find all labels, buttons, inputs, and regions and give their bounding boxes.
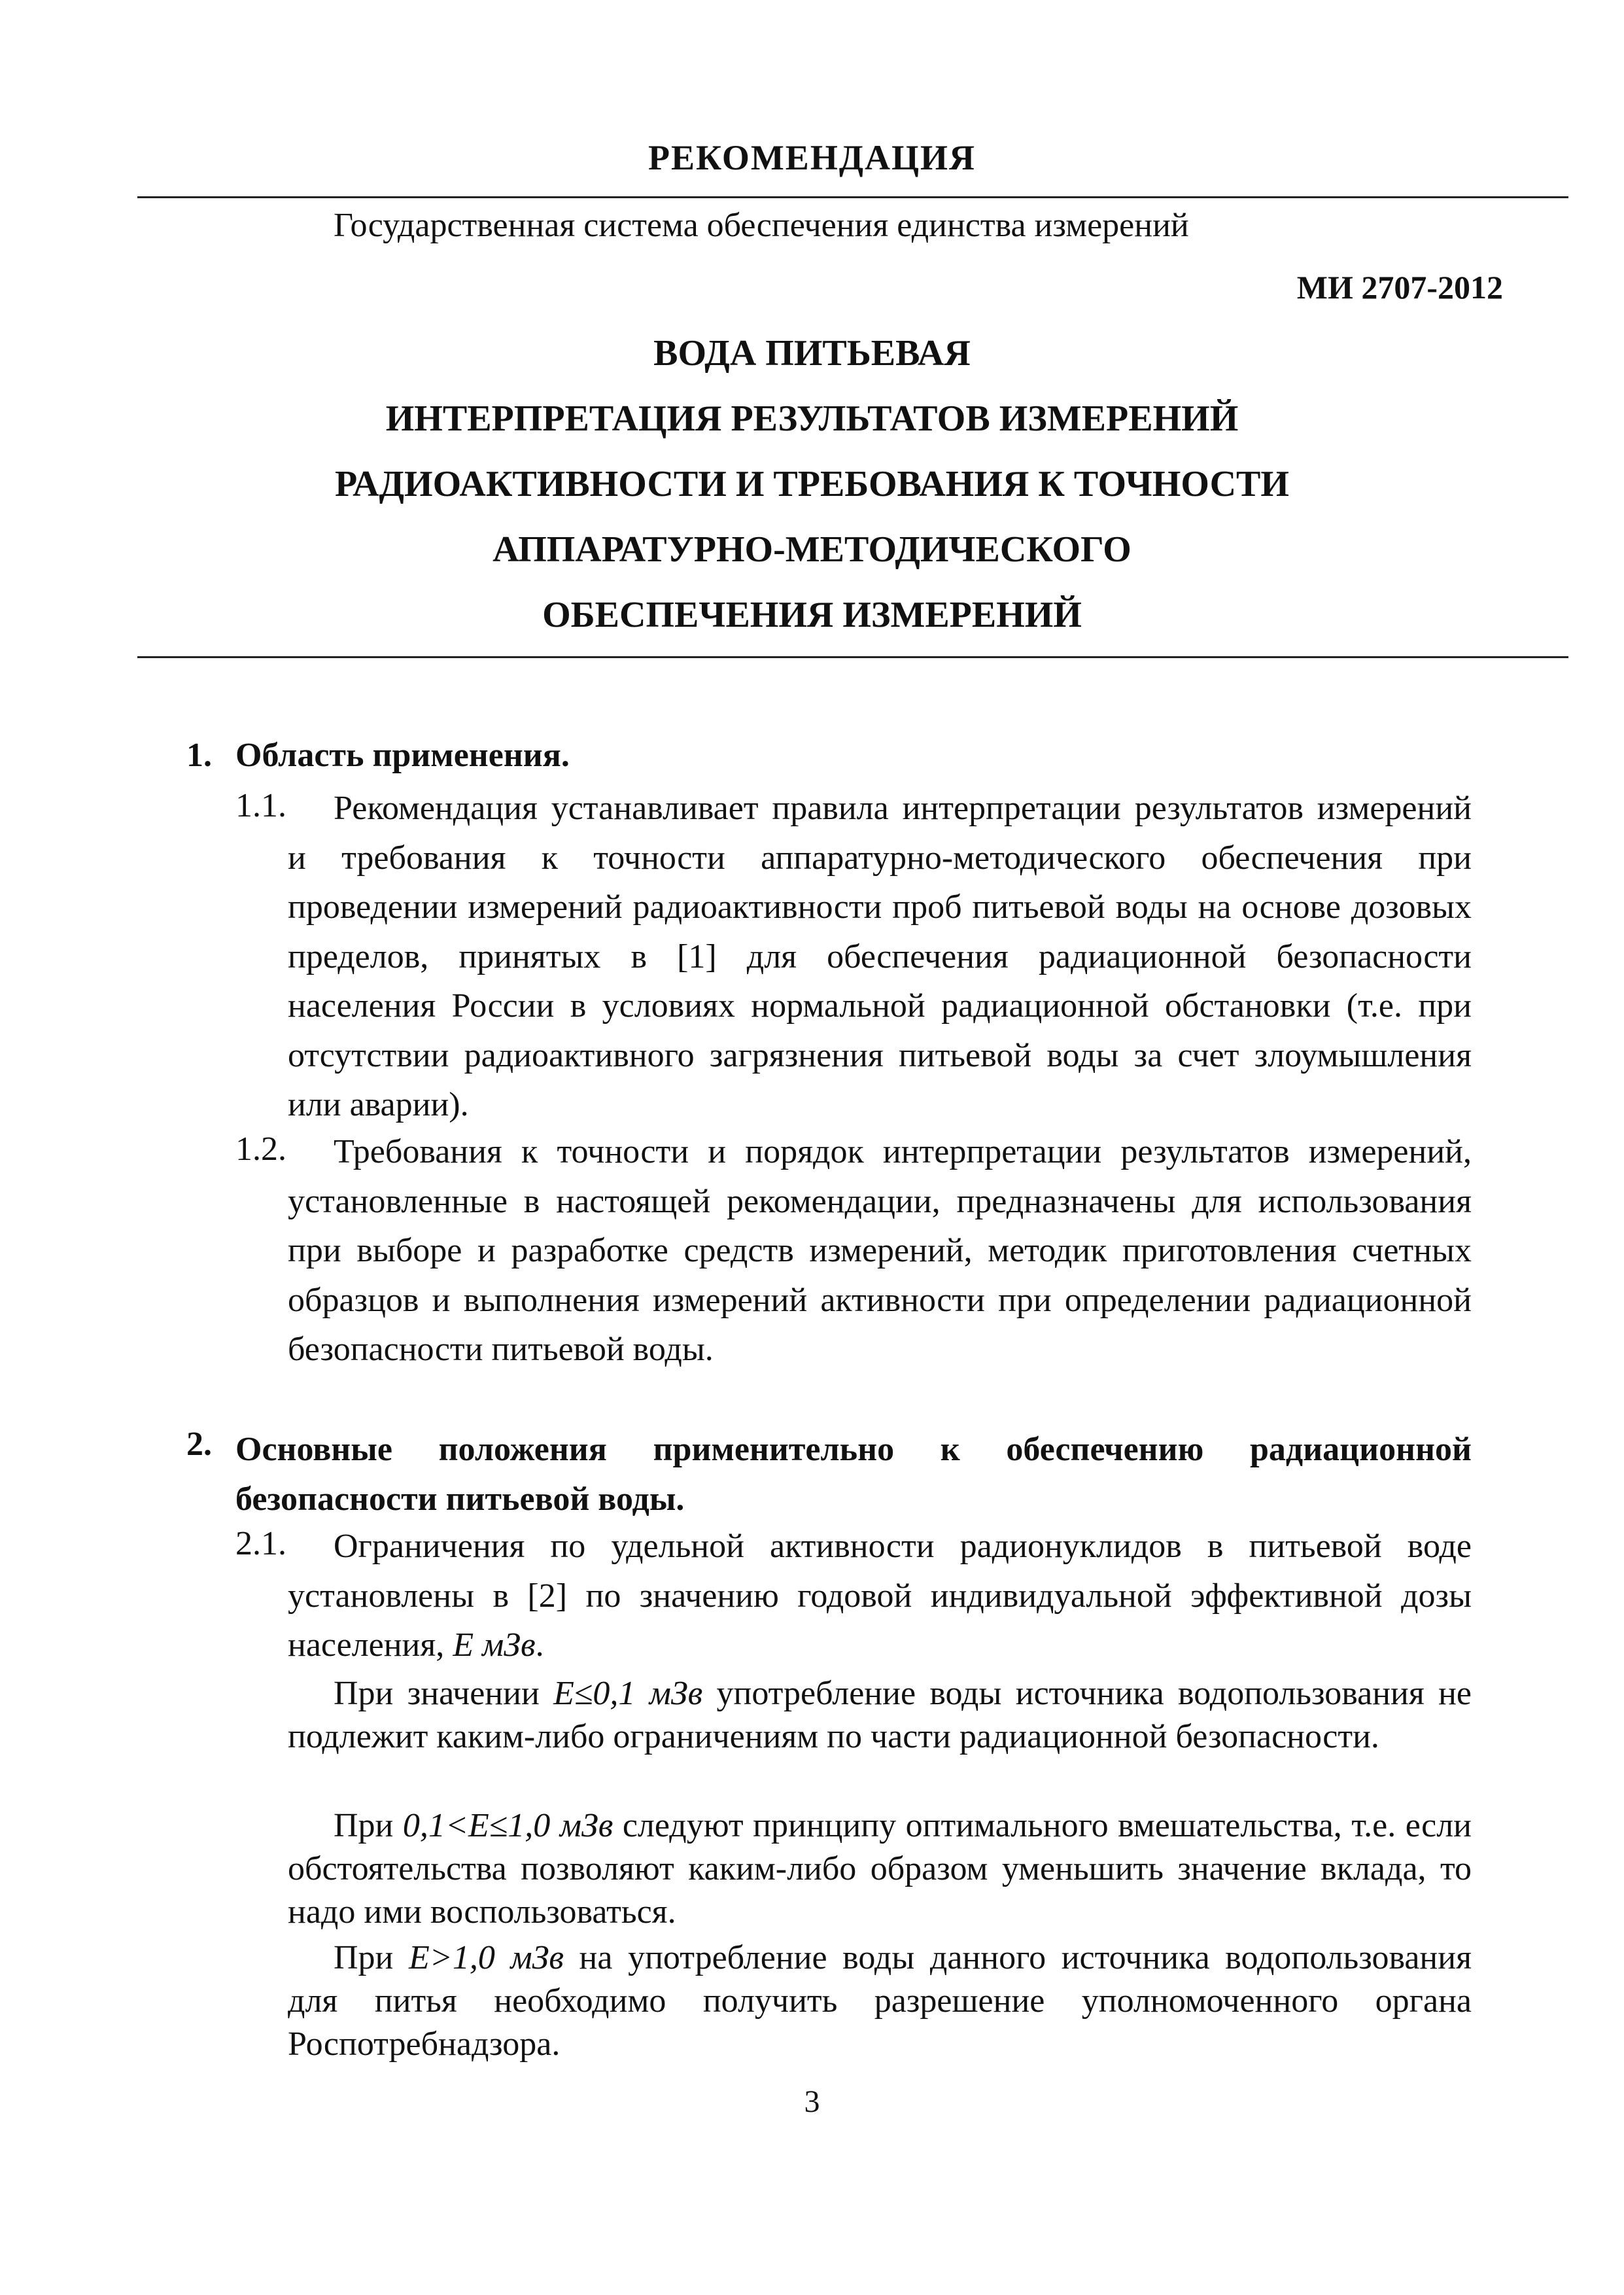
section-1-number: 1.: [186, 737, 212, 774]
section-2-number: 2.: [186, 1426, 212, 1463]
formula-e: Е мЗв: [453, 1626, 536, 1664]
document-title: [0, 321, 1624, 648]
title-bottom-rule: [137, 656, 1568, 658]
case-1-text: При значении Е≤0,1 мЗв употребление воды источника водопользования не подлежит каким-либо ограничениям по части радиационной безопасности.: [288, 1675, 1472, 1755]
header-system: Государственная система обеспечения единства измерений: [334, 207, 1189, 244]
formula-case-3: Е>1,0 мЗв: [408, 1939, 564, 1976]
formula-case-2: 0,1<Е≤1,0 мЗв: [402, 1807, 613, 1844]
document-number: МИ 2707-2012: [1296, 269, 1503, 306]
case-3-text: При Е>1,0 мЗв на употребление воды данного источника водопользования для питья необходимо получить разрешение уполномоченного органа Роспотребнадзора.: [288, 1939, 1472, 2063]
section-1-heading: Область применения.: [235, 737, 570, 774]
item-2-1-number: 2.1.: [235, 1525, 286, 1562]
item-1-1-text: Рекомендация устанавливает правила интерпретации результатов измерений и требования к точности аппаратурно-методического обеспечения при проведении измерений радиоактивности проб питьевой воды на основе дозовых пределов, принятых в [1] для обеспечения радиационной безопасности населения России в условиях нормальной радиационной обстановки (т.е. при отсутствии радиоактивного загрязнения питьевой воды за счет злоумышления или аварии).: [288, 790, 1472, 1123]
top-rule: [137, 196, 1568, 198]
item-2-1-text: Ограничения по удельной активности радионуклидов в питьевой воде установлены в [2] по значению годовой индивидуальной эффективной дозы населения, Е мЗв.: [288, 1528, 1472, 1664]
title-line: РАДИОАКТИВНОСТИ И ТРЕБОВАНИЯ К ТОЧНОСТИ: [335, 464, 1289, 504]
header-title: РЕКОМЕНДАЦИЯ: [648, 138, 976, 177]
case-2-text: При 0,1<Е≤1,0 мЗв следуют принципу оптимального вмешательства, т.е. если обстоятельства позволяют каким-либо образом уменьшить значение вклада, то надо ими воспользоваться.: [288, 1807, 1472, 1931]
section-2-heading: Основные положения применительно к обеспечению радиационной безопасности питьевой воды.: [235, 1431, 1472, 1518]
title-line: ВОДА ПИТЬЕВАЯ: [653, 333, 971, 374]
formula-case-1: Е≤0,1 мЗв: [553, 1675, 703, 1712]
item-1-1-number: 1.1.: [235, 787, 286, 824]
page-number: 3: [804, 2084, 820, 2119]
title-line: АППАРАТУРНО-МЕТОДИЧЕСКОГО: [492, 529, 1132, 570]
title-line: ОБЕСПЕЧЕНИЯ ИЗМЕРЕНИЙ: [542, 595, 1082, 635]
title-line: ИНТЕРПРЕТАЦИЯ РЕЗУЛЬТАТОВ ИЗМЕРЕНИЙ: [385, 398, 1239, 439]
item-1-2-number: 1.2.: [235, 1130, 286, 1168]
item-1-2-text: Требования к точности и порядок интерпретации результатов измерений, установленные в настоящей рекомендации, предназначены для использования при выборе и разработке средств измерений, методик приготовления счетных образцов и выполнения измерений активности при определении радиационной безопасности питьевой воды.: [288, 1133, 1472, 1368]
